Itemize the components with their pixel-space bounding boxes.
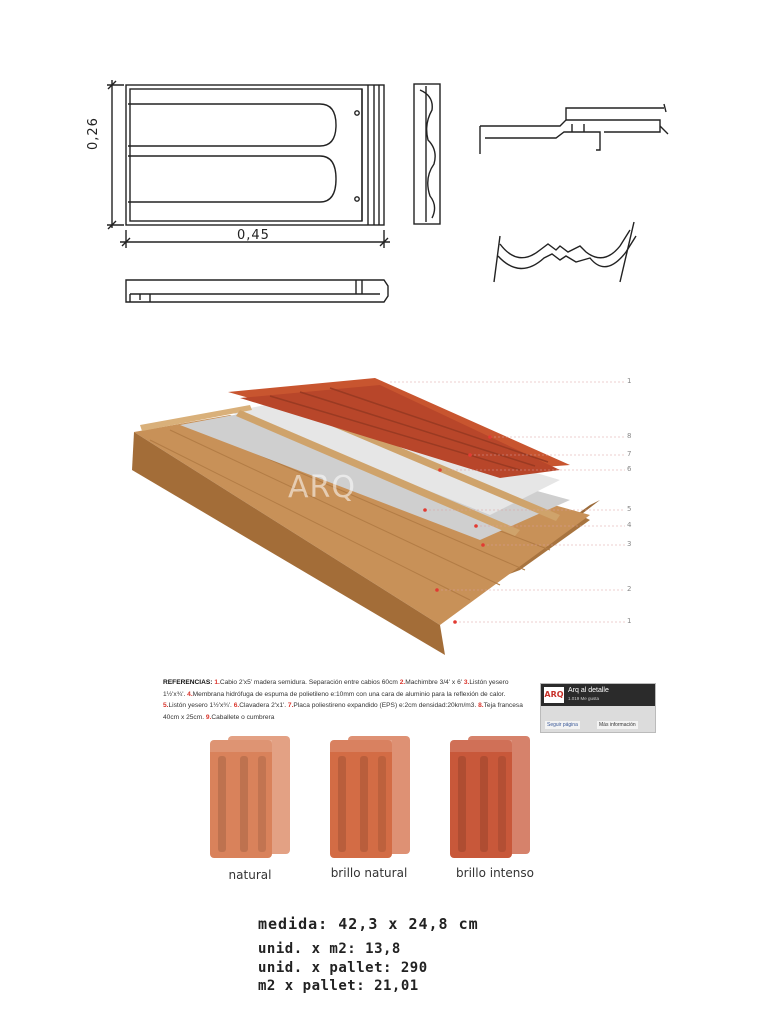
ref-number: 7. — [287, 702, 294, 710]
natural-tile — [210, 736, 290, 858]
layer-number: 7 — [627, 450, 632, 458]
ref-number: 5. — [163, 702, 169, 710]
ref-number: 3. — [463, 679, 470, 686]
layer-number: 2 — [627, 585, 632, 593]
roof-layers-illustration — [0, 330, 768, 670]
ref-number: 4. — [187, 690, 193, 698]
layer-number: 1 — [627, 377, 632, 385]
ref-text: Placa poliestireno expandido (EPS) e:2cm densidad:20km/m3. — [293, 702, 479, 710]
ref-text: Teja francesa 40cm x 25cm. — [163, 702, 523, 721]
arq-logo: ARQ — [544, 687, 564, 703]
facebook-cover — [541, 684, 655, 706]
ref-text: Listón yesero 1½'x¾'. — [168, 702, 234, 710]
tile-size: medida: 42,3 x 24,8 cm — [258, 915, 479, 933]
page-likes: 1.019 Me gusta — [568, 696, 600, 701]
more-info-button[interactable]: Más información — [599, 722, 636, 728]
ref-number: 2. — [399, 679, 406, 686]
layer-number: 8 — [627, 432, 632, 440]
units-per-m2: unid. x m2: 13,8 — [258, 941, 401, 957]
ref-text: Cabio 2'x5' madera semidura. Separación entre cabios 60cm — [219, 679, 400, 686]
watermark: ARQ — [288, 470, 356, 505]
ref-number: 6. — [233, 702, 240, 710]
tile-technical-drawings — [0, 0, 768, 320]
references-text — [163, 677, 528, 723]
brillo-natural-tile — [330, 736, 410, 858]
ref-text: Caballete o cumbrera — [211, 713, 275, 721]
layer-number: 4 — [627, 521, 632, 529]
facebook-page-widget[interactable] — [540, 683, 656, 733]
references-title: REFERENCIAS: — [163, 679, 213, 686]
layer-number: 1 — [627, 617, 632, 625]
ref-text: Clavadera 2'x1'. — [239, 702, 288, 710]
ref-text: Machimbre 3/4' x 6' — [405, 679, 464, 686]
height-dimension-label: 0,26 — [86, 117, 101, 150]
ref-number: 8. — [478, 702, 484, 710]
ref-number: 9. — [205, 713, 212, 721]
layer-number: 3 — [627, 540, 632, 548]
follow-page-button[interactable]: Seguir página — [547, 722, 578, 728]
ref-number: 1. — [214, 679, 220, 686]
finish-label-brillo-intenso: brillo intenso — [456, 866, 534, 880]
width-dimension-label: 0,45 — [237, 228, 270, 243]
m2-per-pallet: m2 x pallet: 21,01 — [258, 978, 419, 994]
tile-samples — [200, 730, 560, 860]
ref-text: Membrana hidrófuga de espuma de polietileno e:10mm con una cara de aluminio para la reflexión de calor. — [192, 690, 506, 698]
finish-label-brillo-natural: brillo natural — [330, 866, 408, 880]
ref-text: Listón yesero 1½'x¾'. — [163, 679, 509, 698]
units-per-pallet: unid. x pallet: 290 — [258, 960, 428, 976]
finish-label-natural: natural — [228, 868, 272, 882]
brillo-intenso-tile — [450, 736, 530, 858]
page-name: Arq al detalle — [568, 687, 609, 694]
layer-number: 6 — [627, 465, 632, 473]
layer-number: 5 — [627, 505, 632, 513]
